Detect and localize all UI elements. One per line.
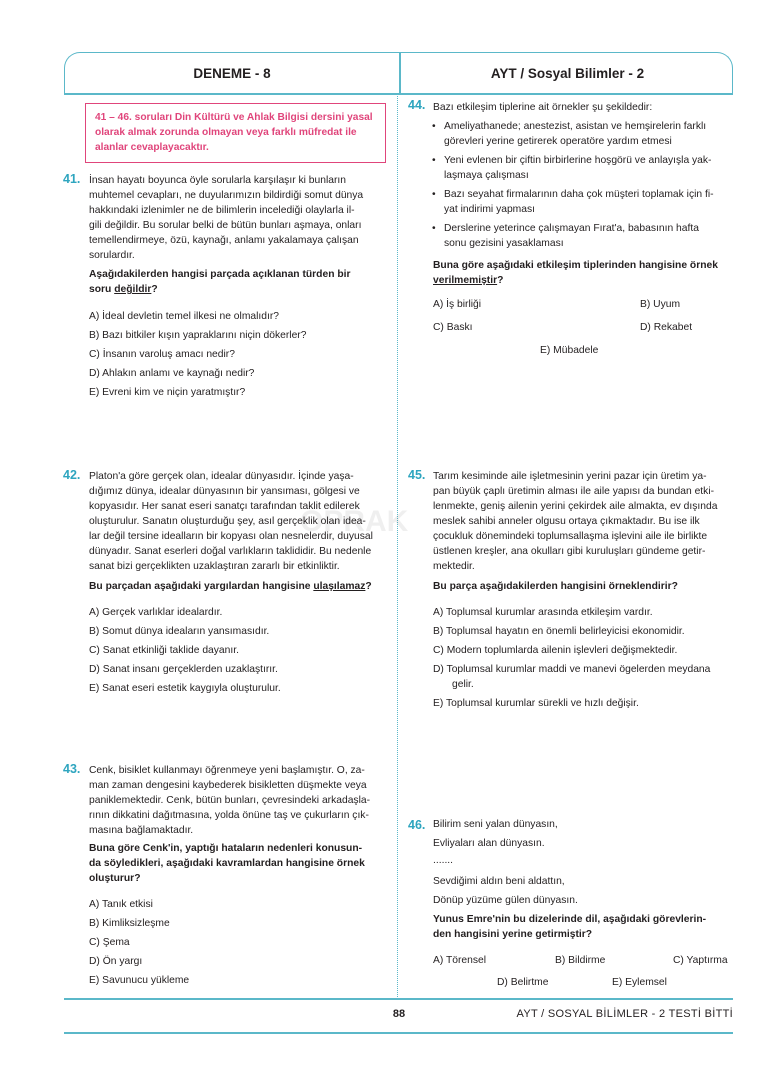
publisher-watermark: OPRAK bbox=[300, 505, 409, 538]
text-line: • Ameliyathanede; anestezist, asistan ve hemşirelerin farklı bbox=[444, 121, 707, 132]
text-line: • Derslerine yeterince çalışmayan Fırat'a, babasının hafta bbox=[444, 223, 699, 234]
test-title: AYT / Sosyal Bilimler - 2 bbox=[490, 66, 645, 81]
question-42-text bbox=[89, 469, 386, 574]
text-line: lenmekte, geniş ailenin yerini çekirdek aile almakta, ev dışında bbox=[433, 501, 718, 512]
option-a[interactable]: A) Gerçek varlıklar idealardır. bbox=[89, 607, 223, 618]
poem-line: Bilirim seni yalan dünyasın, bbox=[433, 819, 558, 830]
stem-line: Buna göre Cenk'in, yaptığı hataların nedenleri konusun- bbox=[89, 843, 363, 854]
text-line: sorulardır. bbox=[89, 250, 135, 261]
text-line: hakkındaki izlenimler ne de bilimlerin incelediği olaylarla il- bbox=[89, 205, 355, 216]
text-line: pan büyük çaplı üretimin alması ile aile yapısı da bundan etki- bbox=[433, 486, 715, 497]
question-46-stem bbox=[433, 912, 733, 942]
text-line: • Bazı seyahat firmalarının daha çok müşteri toplamak için fi- bbox=[444, 189, 714, 200]
text-line: meslek sahibi anneler olgusu ortaya çıkmaktadır. Bu ise ilk bbox=[433, 516, 700, 527]
text-line: İnsan hayatı boyunca öyle sorularla karşılaşır ki bunların bbox=[89, 175, 346, 186]
option-d-continued: gelir. bbox=[452, 679, 474, 690]
option-c[interactable]: C) Modern toplumlarda ailenin işlevleri değişmektedir. bbox=[433, 645, 678, 656]
text-line: temellendirmeye, özü, kaynağı, anlamı yakalamaya çalışan bbox=[89, 235, 359, 246]
stem-line: Buna göre aşağıdaki etkileşim tiplerinden hangisine örnek bbox=[433, 260, 718, 271]
option-d[interactable]: D) Rekabet bbox=[640, 322, 693, 333]
test-end-label: AYT / SOSYAL BİLİMLER - 2 TESTİ BİTTİ bbox=[516, 1008, 733, 1020]
option-d[interactable]: D) Ahlakın anlamı ve kaynağı nedir? bbox=[89, 368, 255, 379]
notice-box: 41 – 46. soruları Din Kültürü ve Ahlak Bilgisi dersini yasal olarak almak zorunda olmayan veya farklı müfredat ile alanlar cevaplayacaktır. bbox=[85, 103, 386, 163]
question-43-number: 43. bbox=[63, 762, 81, 776]
text-line: sanat bizi gerçeklikten uzaklaştıran zararlı bir etkinliktir. bbox=[89, 561, 340, 572]
option-a[interactable]: A) Tanık etkisi bbox=[89, 899, 153, 910]
question-46-number: 46. bbox=[408, 818, 426, 832]
question-45-text bbox=[433, 469, 733, 574]
stem-line: oluşturur? bbox=[89, 873, 141, 884]
option-b[interactable]: B) Bazı bitkiler kışın yapraklarını niçin dökerler? bbox=[89, 330, 307, 341]
option-e[interactable]: E) Mübadele bbox=[540, 345, 599, 356]
option-e[interactable]: E) Eylemsel bbox=[612, 977, 667, 988]
poem-line: ....... bbox=[433, 855, 454, 866]
stem-underlined: verilmemiştir bbox=[433, 275, 498, 286]
footer-rule-top bbox=[64, 998, 733, 1000]
question-45-number: 45. bbox=[408, 468, 426, 482]
stem-part: ? bbox=[497, 275, 504, 286]
text-line: laşmaya çalışması bbox=[444, 170, 529, 181]
text-line: üstlenen kreşler, ana okulları gibi kuruluşları gündeme getir- bbox=[433, 546, 706, 557]
page-header bbox=[64, 52, 733, 94]
option-b[interactable]: B) Somut dünya ideaların yansımasıdır. bbox=[89, 626, 270, 637]
stem-part: Bu parçadan aşağıdaki yargılardan hangisine bbox=[89, 581, 314, 592]
option-b[interactable]: B) Uyum bbox=[640, 299, 681, 310]
option-c[interactable]: C) Sanat etkinliği taklide dayanır. bbox=[89, 645, 239, 656]
text-line: lar değil tersine idealların bir kopyası olan nesnelerdir, duyusal bbox=[89, 531, 373, 542]
text-line: yat indirimi yapması bbox=[444, 204, 535, 215]
option-c[interactable]: C) İnsanın varoluş amacı nedir? bbox=[89, 349, 235, 360]
stem-line: den hangisini yerine getirmiştir? bbox=[433, 929, 593, 940]
text-line: paniklemektedir. Cenk, bütün bunları, çevresindeki arkadaşla- bbox=[89, 795, 371, 806]
option-b[interactable]: B) Bildirme bbox=[555, 955, 606, 966]
option-e[interactable]: E) Savunucu yükleme bbox=[89, 975, 190, 986]
stem-line bbox=[433, 273, 733, 288]
option-e[interactable]: E) Toplumsal kurumlar sürekli ve hızlı değişir. bbox=[433, 698, 639, 709]
option-c[interactable]: C) Baskı bbox=[433, 322, 473, 333]
stem-part: ? bbox=[365, 581, 372, 592]
question-42-stem bbox=[89, 579, 389, 594]
example-item bbox=[444, 221, 732, 251]
question-45-stem: Bu parça aşağıdakilerden hangisini örneklendirir? bbox=[433, 581, 678, 592]
text-line: Tarım kesiminde aile işletmesinin yerini pazar için üretim ya- bbox=[433, 471, 707, 482]
question-44-examples bbox=[444, 119, 732, 255]
option-b[interactable]: B) Toplumsal hayatın en önemli belirleyicisi ekonomidir. bbox=[433, 626, 685, 637]
question-44-intro: Bazı etkileşim tiplerine ait örnekler şu şekildedir: bbox=[433, 102, 653, 113]
stem-line: Aşağıdakilerden hangisi parçada açıklanan türden bir bbox=[89, 269, 351, 280]
text-line: dünyadır. Sanat eserleri doğal varlıkların taklididir. Bu nedenle bbox=[89, 546, 372, 557]
text-line: • Yeni evlenen bir çiftin birbirlerine hoşgörü ve anlayışla yak- bbox=[444, 155, 712, 166]
exam-title: DENEME - 8 bbox=[193, 66, 271, 81]
poem-line: Sevdiğimi aldın beni aldattın, bbox=[433, 876, 565, 887]
option-d[interactable]: D) Sanat insanı gerçeklerden uzaklaştırır. bbox=[89, 664, 278, 675]
text-line: muhtemel cevapları, ne duyularımızın bildirdiği somut dünya bbox=[89, 190, 364, 201]
option-c[interactable]: C) Şema bbox=[89, 937, 130, 948]
poem-line: Dönüp yüzüme gülen dünyasın. bbox=[433, 895, 578, 906]
option-e[interactable]: E) Sanat eseri estetik kaygıyla oluşturulur. bbox=[89, 683, 281, 694]
text-line: Cenk, bisiklet kullanmayı öğrenmeye yeni başlamıştır. O, za- bbox=[89, 765, 365, 776]
stem-line: Yunus Emre'nin bu dizelerinde dil, aşağıdaki görevlerin- bbox=[433, 914, 707, 925]
question-41-stem bbox=[89, 267, 386, 297]
option-a[interactable]: A) Törensel bbox=[433, 955, 487, 966]
question-44-number: 44. bbox=[408, 98, 426, 112]
example-item bbox=[444, 119, 732, 149]
text-line: mektedir. bbox=[433, 561, 475, 572]
footer-rule-bottom bbox=[64, 1032, 733, 1034]
option-a[interactable]: A) İş birliği bbox=[433, 299, 482, 310]
text-line: gili değildir. Bu sorular belki de bütün bunları aşmaya, onları bbox=[89, 220, 362, 231]
text-line: sonu gezisini yasaklaması bbox=[444, 238, 564, 249]
stem-line: da söyledikleri, aşağıdaki kavramlardan hangisine örnek bbox=[89, 858, 365, 869]
question-43-stem bbox=[89, 841, 386, 886]
stem-underlined: değildir bbox=[114, 284, 152, 295]
text-line: man zaman dengesini kaybederek bisikletten düşmekte veya bbox=[89, 780, 367, 791]
option-d[interactable]: D) Toplumsal kurumlar maddi ve manevi ögelerden meydana bbox=[433, 664, 711, 675]
example-item bbox=[444, 187, 732, 217]
poem-line: Evliyaları alan dünyasın. bbox=[433, 838, 545, 849]
text-line: masına bağlamaktadır. bbox=[89, 825, 194, 836]
question-41-text bbox=[89, 173, 386, 263]
question-44-stem bbox=[433, 258, 733, 288]
stem-part: soru bbox=[89, 284, 115, 295]
text-line: görevleri yerine getirerek operatöre yardım etmesi bbox=[444, 136, 672, 147]
text-line: dığımız dünya, idealar dünyasının bir yansıması, gölgesi ve bbox=[89, 486, 360, 497]
text-line: Platon'a göre gerçek olan, idealar dünyasıdır. İçinde yaşa- bbox=[89, 471, 354, 482]
option-d[interactable]: D) Belirtme bbox=[497, 977, 549, 988]
column-divider bbox=[397, 94, 398, 997]
stem-line bbox=[89, 282, 386, 297]
option-d[interactable]: D) Ön yargı bbox=[89, 956, 143, 967]
option-e[interactable]: E) Evreni kim ve niçin yaratmıştır? bbox=[89, 387, 246, 398]
option-b[interactable]: B) Kimliksizleşme bbox=[89, 918, 170, 929]
text-line: çocukluk dönemindeki toplumsallaşma işlevini aile ile birlikte bbox=[433, 531, 708, 542]
question-41-number: 41. bbox=[63, 172, 81, 186]
option-c[interactable]: C) Yaptırma bbox=[673, 955, 728, 966]
option-a[interactable]: A) İdeal devletin temel ilkesi ne olmalıdır? bbox=[89, 311, 280, 322]
text-line: kopyasıdır. Her sanat eseri sanatçı tarafından taklit edilerek bbox=[89, 501, 360, 512]
question-43-text bbox=[89, 763, 386, 838]
question-42-number: 42. bbox=[63, 468, 81, 482]
option-a[interactable]: A) Toplumsal kurumlar arasında etkileşim vardır. bbox=[433, 607, 653, 618]
page-number: 88 bbox=[392, 1008, 406, 1020]
text-line: oluşturulur. Sanatın oluşturduğu şey, asıl gerçeklik olan idea- bbox=[89, 516, 366, 527]
header-rule bbox=[64, 93, 733, 95]
stem-part: ? bbox=[151, 284, 158, 295]
example-item bbox=[444, 153, 732, 183]
stem-underlined: ulaşılamaz bbox=[313, 581, 366, 592]
text-line: rının dikkatini dağıtmasına, yolda önüne taş ve çukurların çık- bbox=[89, 810, 369, 821]
